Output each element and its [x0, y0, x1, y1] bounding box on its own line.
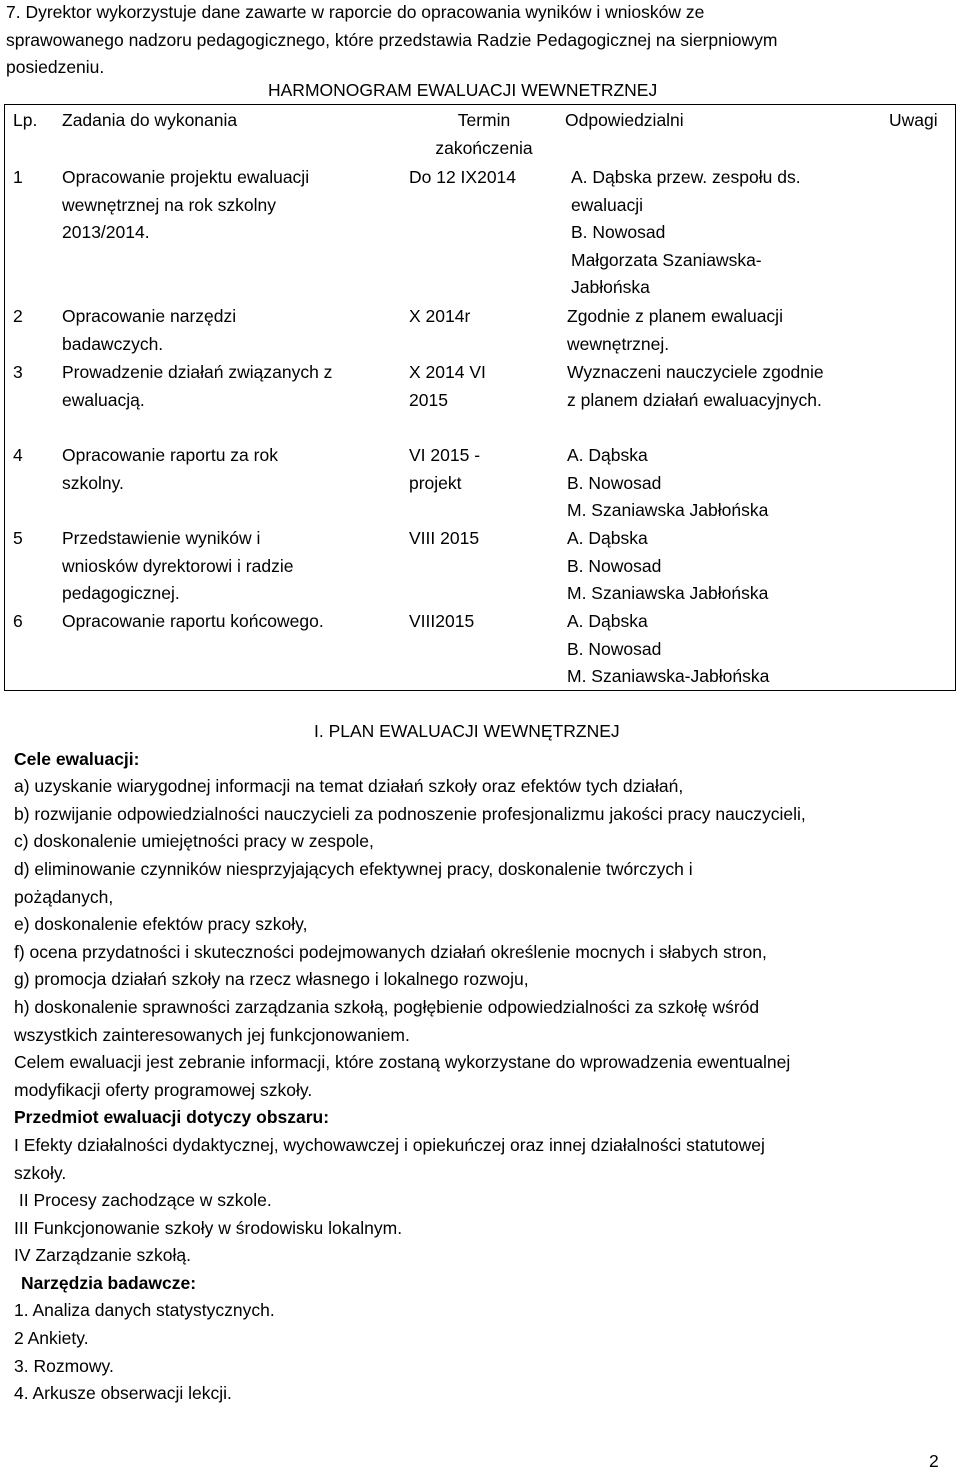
row-term: [409, 442, 559, 497]
areas-list: [14, 1132, 949, 1270]
row-task: [62, 608, 392, 636]
row-task-line: wewnętrznej na rok szkolny: [62, 194, 276, 215]
row-task-line: pedagogicznej.: [62, 583, 180, 604]
row-responsible-line: ewaluacji: [571, 194, 643, 215]
goal-line: a) uzyskanie wiarygodnej informacji na temat działań szkoły oraz efektów tych działań,: [14, 776, 684, 797]
row-responsible-line: A. Dąbska: [567, 445, 648, 465]
row-responsible-line: M. Szaniawska Jabłońska: [567, 583, 769, 604]
row-task-line: Przedstawienie wyników i: [62, 528, 261, 548]
row-task: [62, 303, 392, 358]
area-line: IV Zarządzanie szkołą.: [14, 1245, 192, 1266]
header-term: [409, 107, 559, 162]
header-term-line: zakończenia: [435, 137, 533, 158]
header-task: Zadania do wykonania: [62, 110, 238, 130]
row-task-line: 2013/2014.: [62, 222, 150, 243]
plan-title: I. PLAN EWALUACJI WEWNĘTRZNEJ: [314, 721, 620, 741]
page-number: 2: [929, 1451, 939, 1471]
goals-list: [14, 773, 949, 1104]
intro-paragraph: [6, 0, 951, 82]
table-row: [5, 606, 955, 690]
row-term: [409, 164, 559, 192]
goal-line: c) doskonalenie umiejętności pracy w zespole,: [14, 831, 374, 852]
row-task: [62, 164, 392, 247]
tools-heading: Narzędzia badawcze:: [21, 1272, 197, 1293]
row-responsible: [567, 303, 897, 358]
row-responsible: [567, 359, 897, 414]
row-task: [62, 525, 392, 608]
row-task-line: Prowadzenie działań związanych z: [62, 362, 333, 382]
row-lp: 2: [13, 306, 23, 326]
row-term: [409, 525, 559, 553]
row-term: [409, 303, 559, 331]
goal-line: g) promocja działań szkoły na rzecz własnego i lokalnego rozwoju,: [14, 969, 529, 990]
header-lp: Lp.: [13, 110, 38, 130]
row-responsible-line: A. Dąbska: [567, 528, 648, 548]
goal-line: modyfikacji oferty programowej szkoły.: [14, 1079, 313, 1100]
table-row: [5, 162, 955, 301]
goal-line: wszystkich zainteresowanych jej funkcjonowaniem.: [14, 1024, 410, 1045]
area-line: II Procesy zachodzące w szkole.: [14, 1190, 272, 1211]
row-lp: 3: [13, 362, 23, 382]
row-task-line: badawczych.: [62, 333, 164, 354]
intro-line: posiedzeniu.: [6, 57, 105, 78]
schedule-table: [4, 104, 956, 691]
goals-heading: Cele ewaluacji:: [14, 748, 140, 769]
table-row: [5, 357, 955, 440]
tool-line: 3. Rozmowy.: [14, 1355, 114, 1376]
intro-line: 7. Dyrektor wykorzystuje dane zawarte w raporcie do opracowania wyników i wniosków ze: [6, 2, 705, 22]
header-remarks: Uwagi: [889, 110, 938, 130]
row-lp: 6: [13, 611, 23, 631]
row-responsible-line: Jabłońska: [571, 277, 650, 298]
row-responsible-line: Wyznaczeni nauczyciele zgodnie: [567, 362, 824, 382]
row-task-line: wniosków dyrektorowi i radzie: [62, 555, 294, 576]
row-term-line: X 2014 VI: [409, 362, 486, 382]
row-task-line: ewaluacją.: [62, 389, 145, 410]
row-task-line: Opracowanie narzędzi: [62, 306, 237, 326]
row-term-line: Do 12 IX2014: [409, 167, 517, 187]
row-task-line: Opracowanie projektu ewaluacji: [62, 167, 310, 187]
header-responsible: Odpowiedzialni: [565, 110, 684, 130]
tool-line: 4. Arkusze obserwacji lekcji.: [14, 1383, 232, 1404]
tool-line: 1. Analiza danych statystycznych.: [14, 1300, 275, 1321]
tool-line: 2 Ankiety.: [14, 1328, 89, 1349]
row-responsible-line: z planem działań ewaluacyjnych.: [567, 389, 822, 410]
row-responsible-line: Małgorzata Szaniawska-: [571, 249, 762, 270]
table-row: [5, 523, 955, 606]
row-responsible-line: M. Szaniawska-Jabłońska: [567, 666, 770, 687]
row-responsible-line: B. Nowosad: [567, 472, 662, 493]
row-responsible: [567, 442, 897, 525]
row-responsible-line: wewnętrznej.: [567, 333, 670, 354]
row-responsible-line: A. Dąbska przew. zespołu ds.: [571, 167, 801, 187]
goal-line: e) doskonalenie efektów pracy szkoły,: [14, 914, 308, 935]
row-task-line: Opracowanie raportu za rok: [62, 445, 278, 465]
evaluation-plan: [14, 718, 949, 1408]
row-responsible-line: M. Szaniawska Jabłońska: [567, 500, 769, 521]
goal-line: b) rozwijanie odpowiedzialności nauczycieli za podnoszenie profesjonalizmu jakości pracy nauczycieli,: [14, 803, 806, 824]
row-responsible: [567, 608, 897, 691]
row-responsible-line: B. Nowosad: [571, 222, 666, 243]
row-task: [62, 359, 392, 414]
row-responsible: [571, 164, 901, 302]
row-lp: 5: [13, 528, 23, 548]
row-responsible-line: Zgodnie z planem ewaluacji: [567, 306, 783, 326]
goal-line: pożądanych,: [14, 886, 114, 907]
row-term-line: VIII2015: [409, 611, 475, 631]
area-line: szkoły.: [14, 1162, 67, 1183]
goal-line: f) ocena przydatności i skuteczności podejmowanych działań określenie mocnych i słabych stron,: [14, 941, 767, 962]
row-responsible-line: B. Nowosad: [567, 555, 662, 576]
area-line: III Funkcjonowanie szkoły w środowisku lokalnym.: [14, 1217, 403, 1238]
row-responsible: [567, 525, 897, 608]
row-lp: 1: [13, 167, 23, 187]
row-responsible-line: A. Dąbska: [567, 611, 648, 631]
area-line: I Efekty działalności dydaktycznej, wychowawczej i opiekuńczej oraz innej działalności statutowej: [14, 1134, 765, 1155]
row-term-line: X 2014r: [409, 306, 471, 326]
row-term-line: 2015: [409, 389, 448, 410]
goal-line: h) doskonalenie sprawności zarządzania szkołą, pogłębienie odpowiedzialności za szkołę wśród: [14, 996, 760, 1017]
goal-line: d) eliminowanie czynników niesprzyjających efektywnej pracy, doskonalenie twórczych i: [14, 858, 693, 879]
table-row: [5, 440, 955, 523]
row-term: [409, 608, 559, 636]
row-lp: 4: [13, 445, 23, 465]
row-responsible-line: B. Nowosad: [567, 638, 662, 659]
goal-line: Celem ewaluacji jest zebranie informacji, które zostaną wykorzystane do wprowadzenia ewentualnej: [14, 1052, 791, 1073]
row-term: [409, 359, 559, 414]
header-term-line: Termin: [457, 110, 511, 130]
row-task-line: Opracowanie raportu końcowego.: [62, 611, 324, 631]
schedule-title: HARMONOGRAM EWALUACJI WEWNETRZNEJ: [268, 80, 658, 100]
table-row: [5, 301, 955, 357]
row-term-line: projekt: [409, 472, 462, 493]
intro-line: sprawowanego nadzoru pedagogicznego, które przedstawia Radzie Pedagogicznej na sierpniowym: [6, 29, 778, 50]
row-term-line: VI 2015 -: [409, 445, 481, 465]
tools-list: [14, 1297, 949, 1407]
row-task: [62, 442, 392, 497]
table-header-row: [5, 105, 955, 162]
row-task-line: szkolny.: [62, 472, 124, 493]
row-term-line: VIII 2015: [409, 528, 480, 548]
areas-heading: Przedmiot ewaluacji dotyczy obszaru:: [14, 1107, 330, 1128]
